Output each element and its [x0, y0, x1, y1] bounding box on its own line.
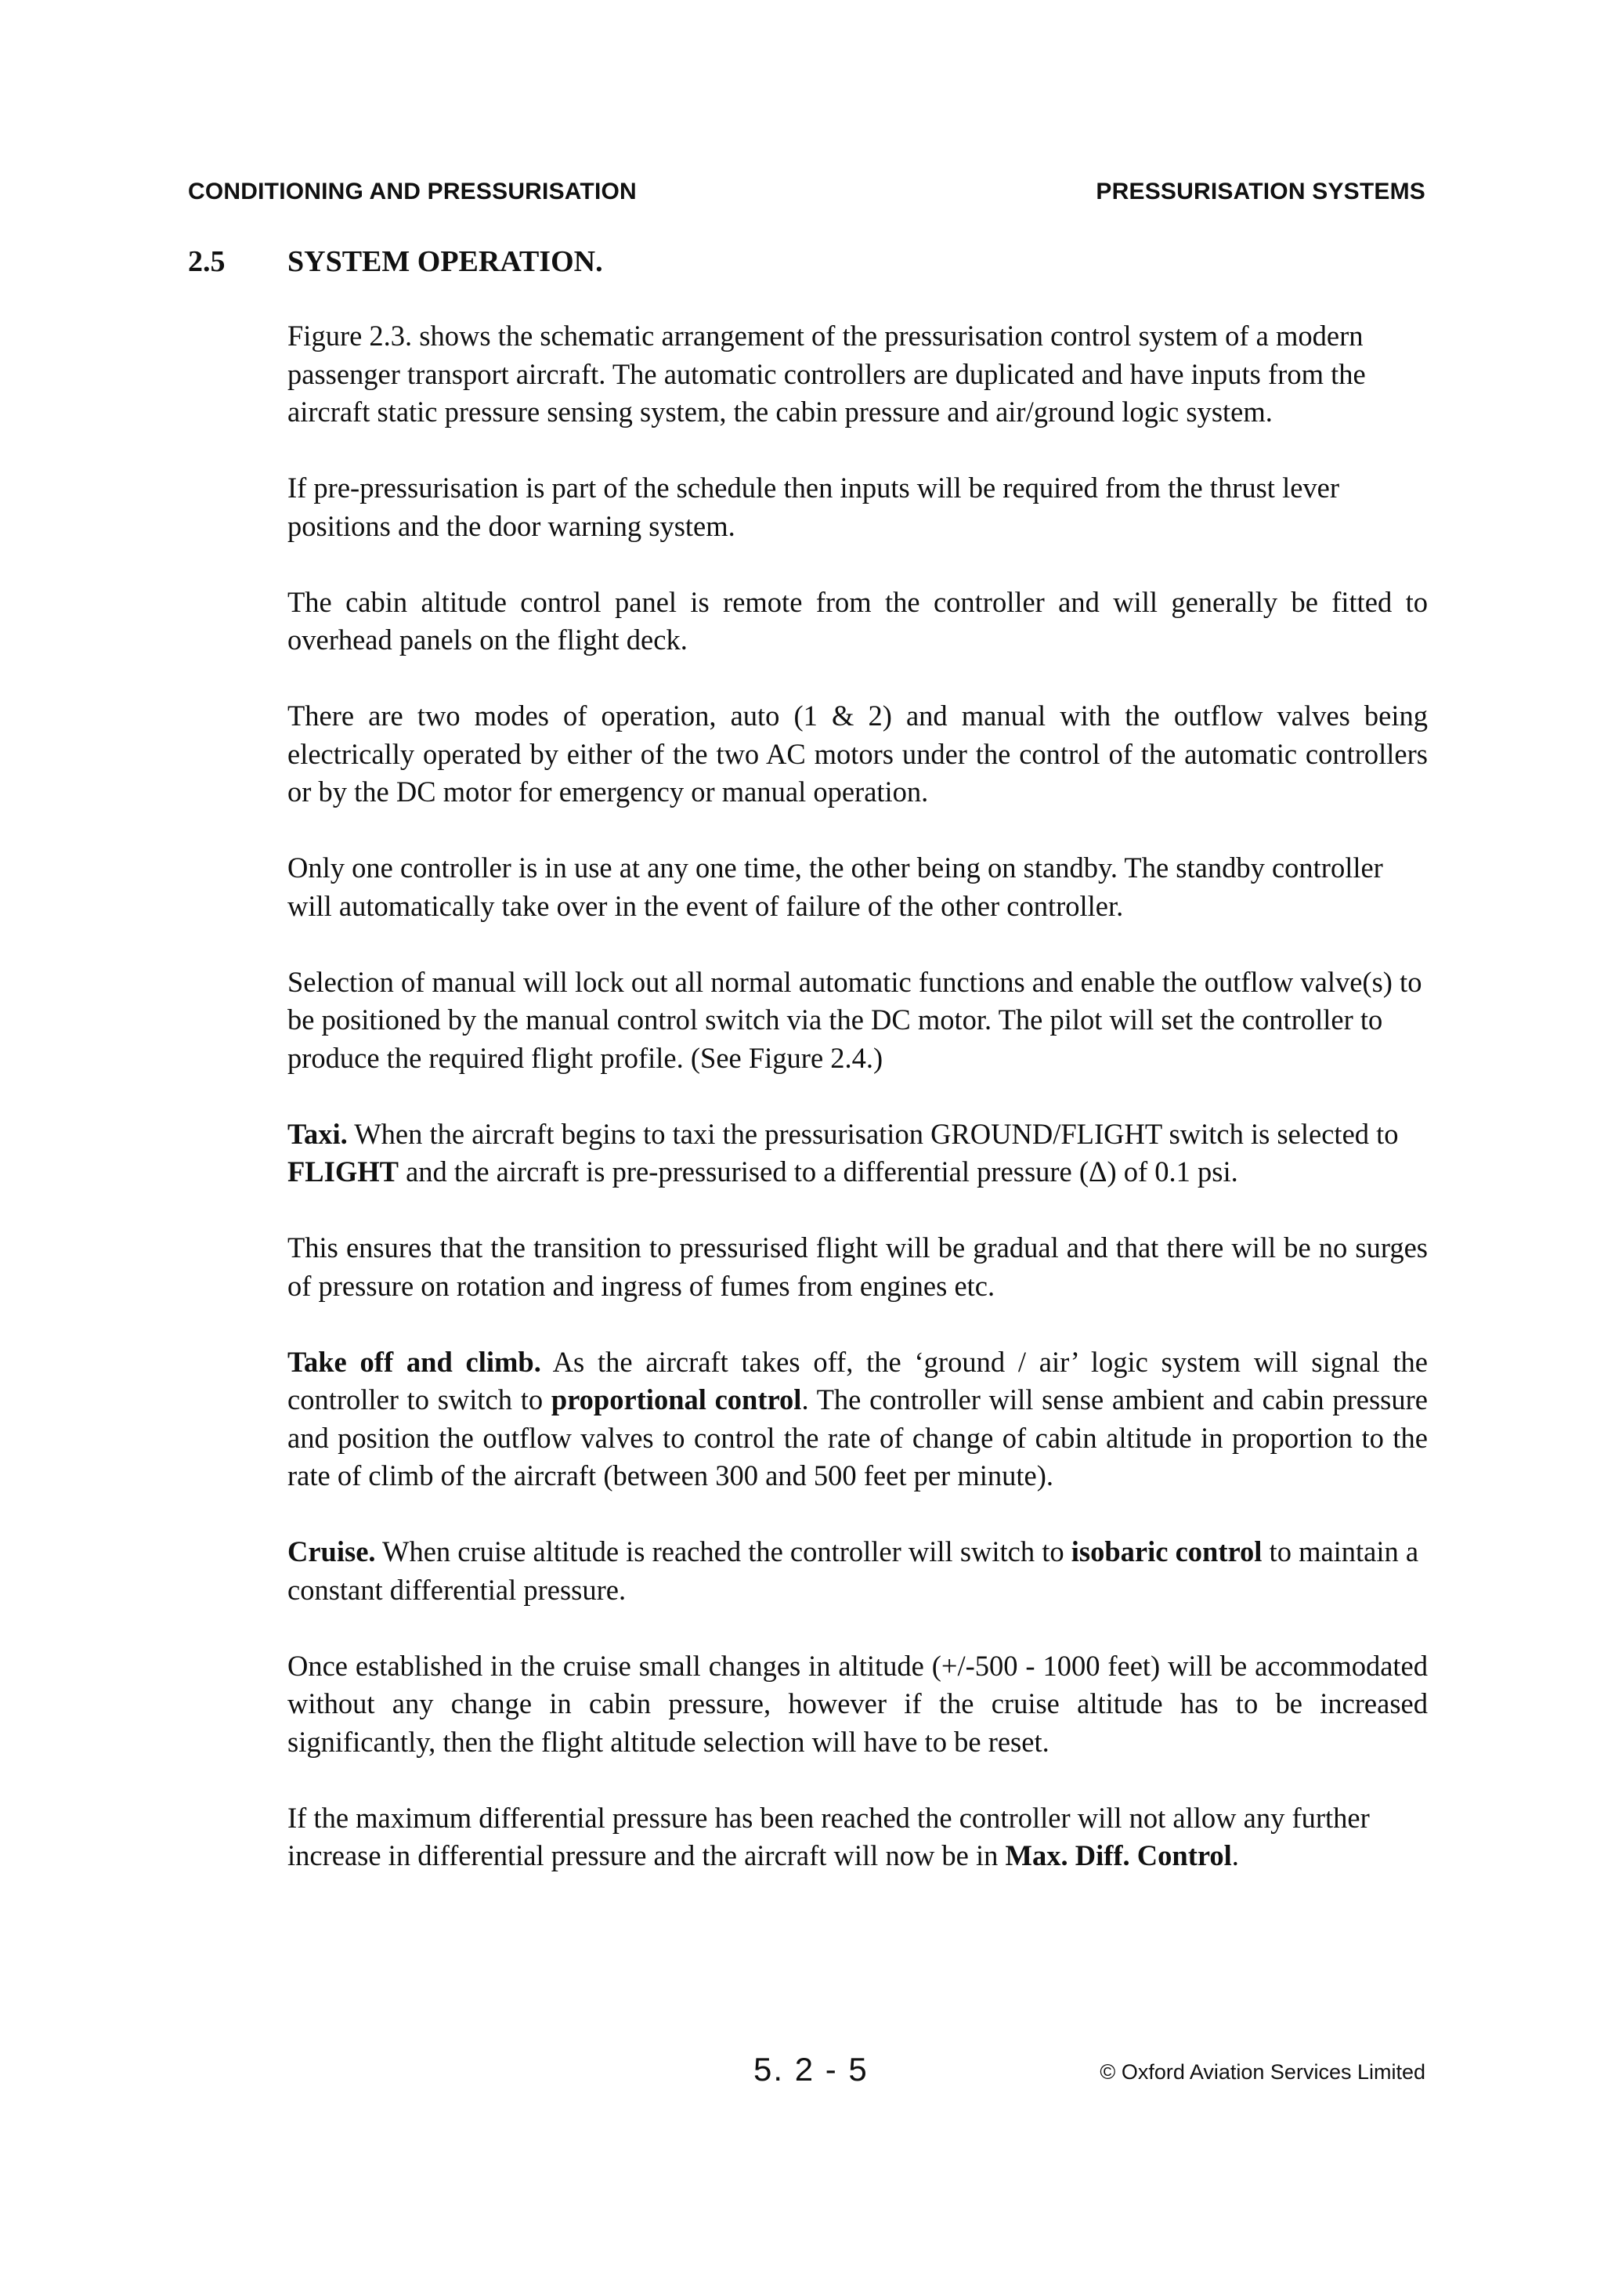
paragraph-pre-pressurisation: If pre-pressurisation is part of the schedule then inputs will be required from the thrust lever positions and the door warning system.: [287, 472, 1340, 542]
paragraph-manual-selection: Selection of manual will lock out all normal automatic functions and enable the outflow valve(s) to be positioned by the manual control switch via the DC motor. The pilot will set the controller to produce the required flight profile. (See Figure 2.4.): [287, 965, 1422, 1074]
cruise-text-2: to maintain a constant differential pressure.: [287, 1535, 1419, 1606]
paragraph-control-panel: The cabin altitude control panel is remote from the controller and will generally be fitted to overhead panels on the flight deck.: [287, 585, 1428, 656]
paragraph-max-diff: [287, 1799, 1428, 1875]
taxi-flight-bold: FLIGHT: [287, 1155, 399, 1188]
body-text: [287, 317, 1428, 1913]
takeoff-lead: Take off and climb.: [287, 1345, 541, 1378]
section-heading: [188, 244, 603, 279]
maxdiff-bold: Max. Diff. Control: [1005, 1839, 1232, 1871]
paragraph-takeoff-climb: [287, 1343, 1428, 1495]
header-section-title: PRESSURISATION SYSTEMS: [1096, 179, 1425, 204]
section-number: 2.5: [188, 245, 226, 278]
cruise-lead: Cruise.: [287, 1535, 376, 1567]
page-footer: [188, 2051, 1425, 2098]
takeoff-text-1: As the aircraft takes off, the ‘ground / air’ logic system will signal the controller to switch to: [287, 1345, 1429, 1416]
running-header: [188, 179, 1425, 205]
taxi-text-2: and the aircraft is pre-pressurised to a differential pressure (Δ) of 0.1 psi.: [398, 1155, 1238, 1188]
taxi-text-1: When the aircraft begins to taxi the pressurisation GROUND/FLIGHT switch is selected to: [347, 1117, 1399, 1150]
paragraph-cruise: [287, 1533, 1428, 1609]
taxi-lead: Taxi.: [287, 1117, 348, 1150]
paragraph-standby-controller: Only one controller is in use at any one time, the other being on standby. The standby controller will automatically take over in the event of failure of the other controller.: [287, 852, 1383, 922]
paragraph-modes-of-operation: There are two modes of operation, auto (1 & 2) and manual with the outflow valves being electrically operated by either of the two AC motors under the control of the automatic controllers or by the DC motor for emergency or manual operation.: [287, 700, 1428, 808]
takeoff-text-2: . The controller will sense ambient and cabin pressure and position the outflow valves to control the rate of change of cabin altitude in proportion to the rate of climb of the aircraft (between 300 and 500 feet per minute).: [287, 1383, 1428, 1491]
maxdiff-text-1: If the maximum differential pressure has been reached the controller will not allow any further increase in differential pressure and the aircraft will now be in: [287, 1801, 1370, 1871]
maxdiff-text-2: .: [1231, 1839, 1239, 1871]
copyright-notice: © Oxford Aviation Services Limited: [1100, 2060, 1425, 2084]
paragraph-figure-2-3: Figure 2.3. shows the schematic arrangement of the pressurisation control system of a modern passenger transport aircraft. The automatic controllers are duplicated and have inputs from the aircraft static pressure sensing system, the cabin pressure and air/ground logic system.: [287, 320, 1366, 428]
page-number: 5. 2 - 5: [753, 2051, 869, 2088]
paragraph-taxi: [287, 1115, 1428, 1191]
header-chapter-title: CONDITIONING AND PRESSURISATION: [188, 179, 637, 204]
section-title: SYSTEM OPERATION.: [287, 245, 603, 278]
cruise-text-1: When cruise altitude is reached the controller will switch to: [375, 1535, 1071, 1567]
takeoff-proportional-bold: proportional control: [551, 1383, 802, 1416]
paragraph-cruise-changes: Once established in the cruise small changes in altitude (+/-500 - 1000 feet) will be accommodated without any change in cabin pressure, however if the cruise altitude has to be increased significantly, then the flight altitude selection will have to be reset.: [287, 1649, 1428, 1758]
paragraph-transition: This ensures that the transition to pressurised flight will be gradual and that there will be no surges of pressure on rotation and ingress of fumes from engines etc.: [287, 1231, 1428, 1302]
cruise-isobaric-bold: isobaric control: [1071, 1535, 1263, 1567]
